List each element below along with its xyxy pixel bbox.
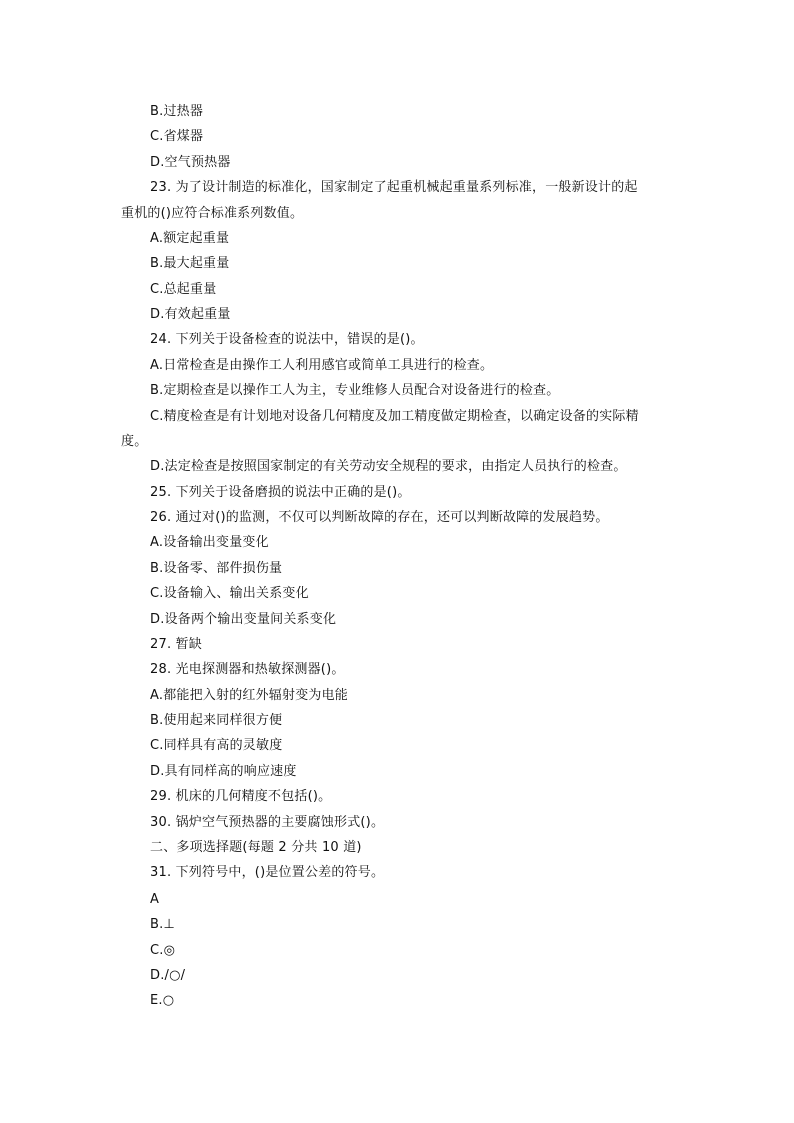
option-line: A.设备输出变量变化 — [150, 535, 269, 550]
option-line: B.过热器 — [150, 104, 204, 119]
option-line: C.精度检查是有计划地对设备几何精度及加工精度做定期检查，以确定设备的实际精 — [150, 409, 639, 424]
option-line: D.设备两个输出变量间关系变化 — [150, 612, 337, 627]
option-line: D.空气预热器 — [150, 155, 231, 170]
option-line: B.使用起来同样很方便 — [150, 713, 283, 728]
question-line: 26. 通过对()的监测，不仅可以判断故障的存在，还可以判断故障的发展趋势。 — [150, 510, 609, 525]
question-line: 29. 机床的几何精度不包括()。 — [150, 789, 332, 804]
option-line: D.有效起重量 — [150, 307, 231, 322]
option-line: C.设备输入、输出关系变化 — [150, 586, 309, 601]
option-line: E.○ — [150, 993, 175, 1008]
option-line: C.◎ — [150, 943, 176, 958]
question-line: 31. 下列符号中，()是位置公差的符号。 — [150, 865, 385, 880]
option-line: D.具有同样高的响应速度 — [150, 764, 297, 779]
question-line: 25. 下列关于设备磨损的说法中正确的是()。 — [150, 485, 411, 500]
option-line: A.都能把入射的红外辐射变为电能 — [150, 688, 348, 703]
question-continuation: 重机的()应符合标准系列数值。 — [121, 206, 304, 221]
option-line: C.省煤器 — [150, 129, 204, 144]
question-line: 27. 暂缺 — [150, 637, 203, 652]
option-line: B.定期检查是以操作工人为主，专业维修人员配合对设备进行的检查。 — [150, 383, 560, 398]
option-line: C.总起重量 — [150, 282, 217, 297]
option-line: A — [150, 892, 160, 907]
option-line: D./○/ — [150, 968, 186, 983]
option-line: A.日常检查是由操作工人利用感官或简单工具进行的检查。 — [150, 358, 494, 373]
option-line: B.最大起重量 — [150, 256, 230, 271]
question-line: 24. 下列关于设备检查的说法中，错误的是()。 — [150, 332, 424, 347]
option-line: B.⊥ — [150, 917, 175, 932]
option-line: A.额定起重量 — [150, 231, 230, 246]
question-line: 28. 光电探测器和热敏探测器()。 — [150, 662, 345, 677]
question-line: 30. 锅炉空气预热器的主要腐蚀形式()。 — [150, 815, 385, 830]
option-line: D.法定检查是按照国家制定的有关劳动安全规程的要求，由指定人员执行的检查。 — [150, 459, 627, 474]
option-continuation: 度。 — [121, 434, 148, 449]
option-line: C.同样具有高的灵敏度 — [150, 738, 283, 753]
option-line: B.设备零、部件损伤量 — [150, 561, 283, 576]
question-line: 23. 为了设计制造的标准化，国家制定了起重机械起重量系列标准，一般新设计的起 — [150, 180, 638, 195]
section-heading: 二、多项选择题(每题 2 分共 10 道) — [150, 840, 362, 855]
